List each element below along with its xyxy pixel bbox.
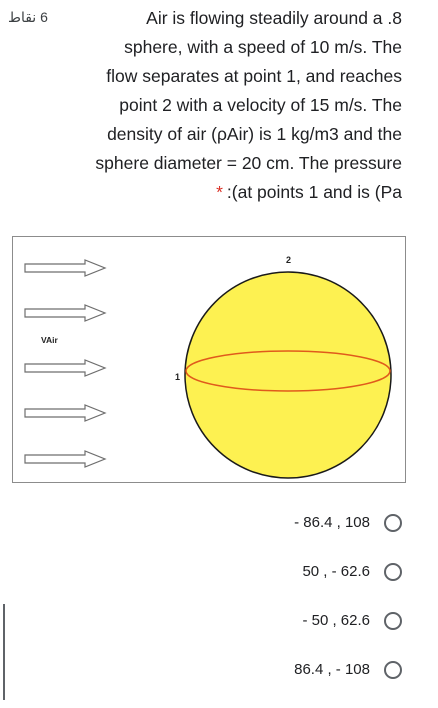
question-line: flow separates at point 1, and reaches bbox=[106, 66, 402, 86]
question-last-line bbox=[42, 178, 402, 207]
question-text bbox=[42, 4, 402, 207]
question-line: Air is flowing steadily around a .8 bbox=[146, 8, 402, 28]
point-2-label: 2 bbox=[286, 255, 292, 265]
velocity-label: VAir bbox=[41, 335, 58, 345]
question-line: sphere diameter = 20 cm. The pressure bbox=[95, 153, 402, 173]
flow-arrow bbox=[25, 260, 105, 276]
answer-option[interactable] bbox=[294, 561, 402, 610]
scroll-indicator bbox=[3, 604, 5, 700]
question-line: :(at points 1 and is (Pa bbox=[226, 182, 402, 202]
flow-arrow bbox=[25, 451, 105, 467]
answer-option[interactable] bbox=[294, 659, 402, 708]
sphere-figure bbox=[12, 236, 406, 483]
required-asterisk: * bbox=[216, 182, 223, 202]
question-line: sphere, with a speed of 10 m/s. The bbox=[124, 37, 402, 57]
flow-arrow bbox=[25, 360, 105, 376]
sphere-diagram bbox=[13, 237, 405, 482]
flow-arrow bbox=[25, 405, 105, 421]
option-label: 50 , - 62.6 bbox=[302, 563, 370, 580]
sphere bbox=[185, 272, 391, 478]
option-label: 86.4 , - 108 bbox=[294, 661, 370, 678]
flow-arrow bbox=[25, 305, 105, 321]
answer-option[interactable] bbox=[294, 610, 402, 659]
points-label: 6 نقاط bbox=[8, 9, 48, 25]
answer-options bbox=[294, 512, 402, 708]
question-line: density of air (ρAir) is 1 kg/m3 and the bbox=[107, 124, 402, 144]
option-label: - 86.4 , 108 bbox=[294, 514, 370, 531]
radio-button[interactable] bbox=[384, 612, 402, 630]
question-line: point 2 with a velocity of 15 m/s. The bbox=[119, 95, 402, 115]
flow-arrows bbox=[25, 260, 105, 467]
radio-button[interactable] bbox=[384, 514, 402, 532]
option-label: - 50 , 62.6 bbox=[302, 612, 370, 629]
answer-option[interactable] bbox=[294, 512, 402, 561]
point-1-label: 1 bbox=[175, 372, 181, 382]
radio-button[interactable] bbox=[384, 661, 402, 679]
radio-button[interactable] bbox=[384, 563, 402, 581]
